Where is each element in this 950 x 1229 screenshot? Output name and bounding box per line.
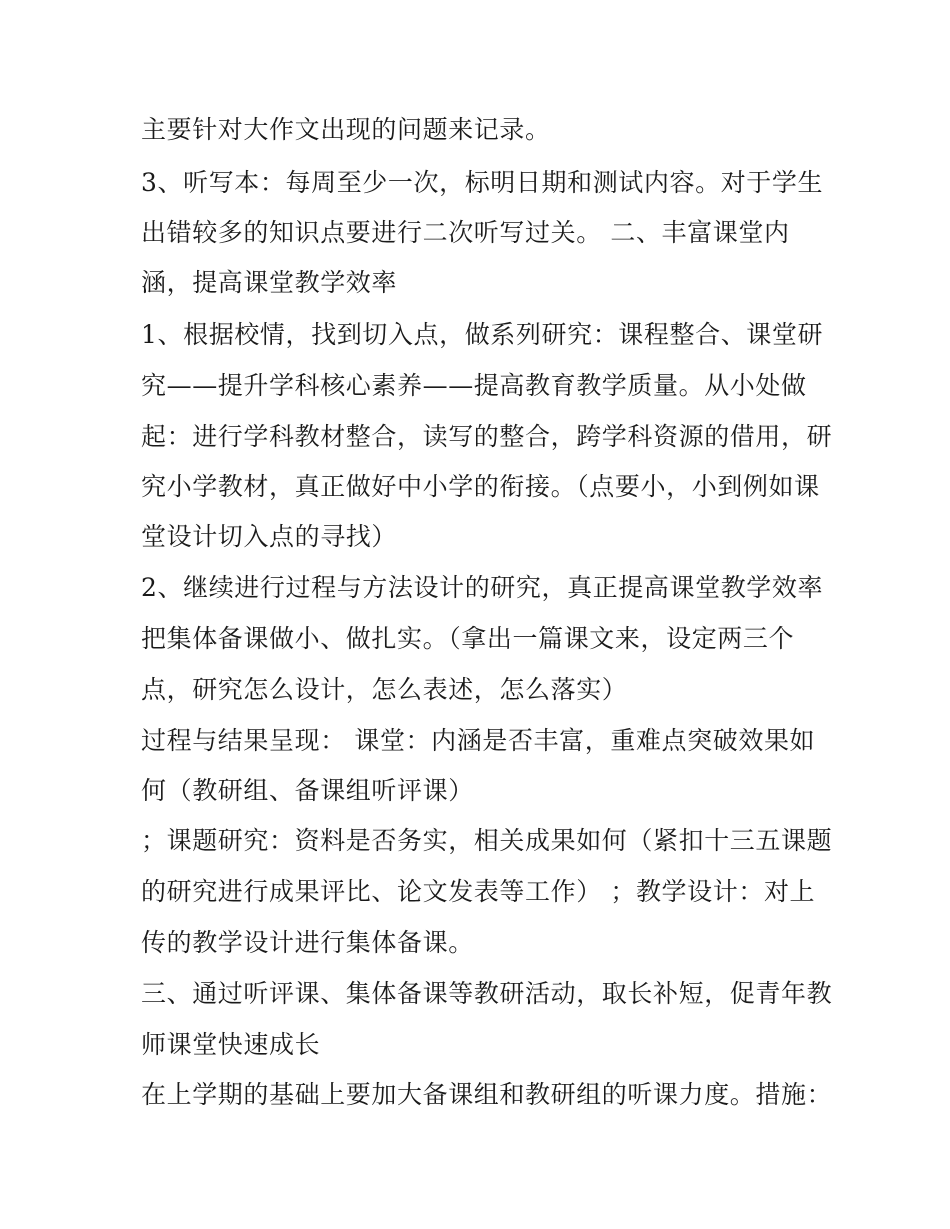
text-line: 主要针对大作文出现的问题来记录。: [141, 115, 551, 144]
text-line: 3、听写本：每周至少一次，标明日期和测试内容。对于学生: [141, 168, 824, 197]
text-line: 出错较多的知识点要进行二次听写过关。 二、丰富课堂内: [141, 218, 790, 247]
text-line: 点，研究怎么设计，怎么表述，怎么落实）: [141, 675, 628, 704]
text-line: 的研究进行成果评比、论文发表等工作） ；教学设计：对上: [141, 877, 816, 906]
text-line: 传的教学设计进行集体备课。: [141, 928, 474, 957]
text-line: 究小学教材，真正做好中小学的衔接。（点要小，小到例如课: [141, 472, 820, 501]
text-line: 师课堂快速成长: [141, 1030, 321, 1059]
text-line: 2、继续进行过程与方法设计的研究，真正提高课堂教学效率: [141, 573, 824, 602]
text-line: 三、通过听评课、集体备课等教研活动，取长补短，促青年教: [141, 979, 833, 1008]
text-line: 究——提升学科核心素养——提高教育教学质量。从小处做: [141, 371, 807, 400]
text-line: 1、根据校情，找到切入点，做系列研究：课程整合、课堂研: [141, 320, 824, 349]
text-line: 堂设计切入点的寻找）: [141, 522, 398, 551]
text-line: 起：进行学科教材整合，读写的整合，跨学科资源的借用，研: [141, 422, 833, 451]
text-line: 过程与结果呈现： 课堂：内涵是否丰富，重难点突破效果如: [141, 726, 816, 755]
text-line: 涵，提高课堂教学效率: [141, 268, 398, 297]
text-line: 把集体备课做小、做扎实。（拿出一篇课文来，设定两三个: [141, 624, 795, 653]
text-line: 在上学期的基础上要加大备课组和教研组的听课力度。措施：: [141, 1080, 833, 1109]
text-line: 何（教研组、备课组听评课）: [141, 776, 474, 805]
text-line: ；课题研究：资料是否务实，相关成果如何（紧扣十三五课题: [141, 826, 833, 855]
